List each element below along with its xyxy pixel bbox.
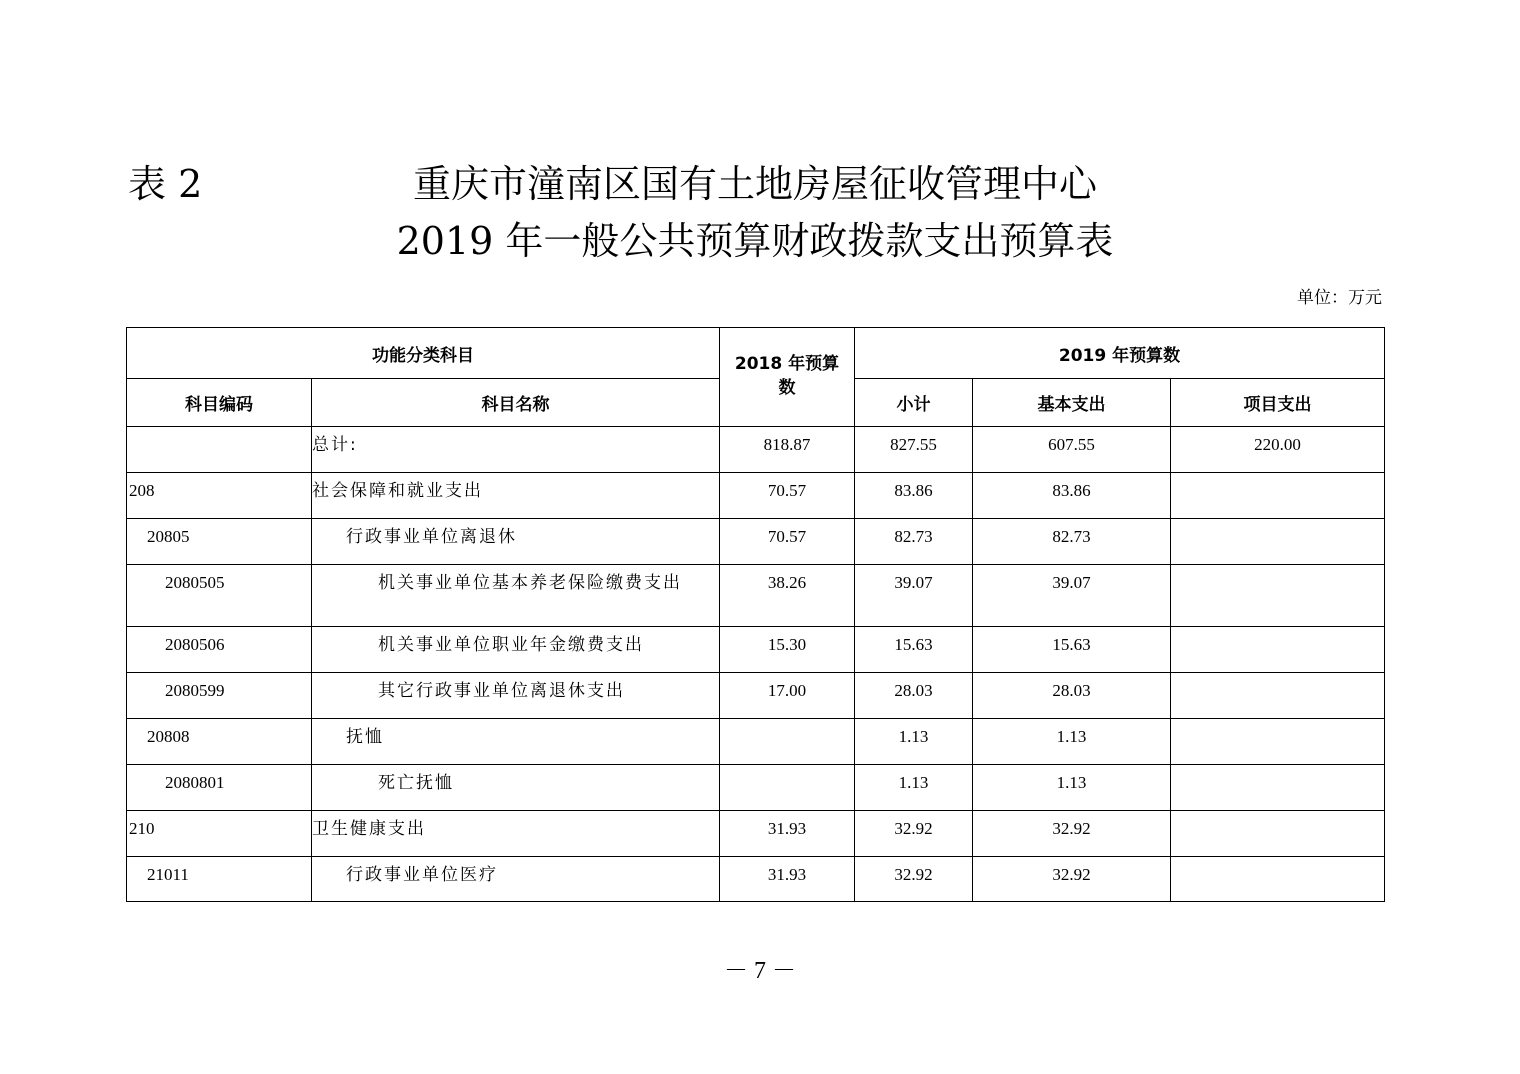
cell-name: 行政事业单位离退休 xyxy=(312,519,720,565)
table-row xyxy=(127,765,1385,811)
cell-basic: 1.13 xyxy=(973,719,1171,765)
table-row xyxy=(127,627,1385,673)
cell-basic: 32.92 xyxy=(973,857,1171,902)
table-row xyxy=(127,719,1385,765)
cell-project xyxy=(1171,627,1385,673)
cell-name: 抚恤 xyxy=(312,719,720,765)
cell-code: 2080506 xyxy=(127,627,312,673)
cell-prev-year: 15.30 xyxy=(720,627,855,673)
cell-project xyxy=(1171,473,1385,519)
header-prev-year-budget-line1: 2018 年预算 xyxy=(734,354,840,374)
header-prev-year-budget-line2: 数 xyxy=(778,378,796,398)
table-row xyxy=(127,565,1385,627)
cell-subtotal: 32.92 xyxy=(855,811,973,857)
cell-code: 2080801 xyxy=(127,765,312,811)
cell-basic: 1.13 xyxy=(973,765,1171,811)
cell-prev-year: 38.26 xyxy=(720,565,855,627)
document-subtitle: 2019 年一般公共预算财政拨款支出预算表 xyxy=(396,219,1114,263)
cell-name: 其它行政事业单位离退休支出 xyxy=(312,673,720,719)
table-body xyxy=(127,427,1385,902)
cell-project xyxy=(1171,565,1385,627)
cell-subtotal: 82.73 xyxy=(855,519,973,565)
table-row xyxy=(127,811,1385,857)
cell-project xyxy=(1171,857,1385,902)
cell-subtotal: 28.03 xyxy=(855,673,973,719)
cell-code: 2080505 xyxy=(127,565,312,627)
page-number: － 7 － xyxy=(724,958,796,984)
cell-prev-year xyxy=(720,719,855,765)
cell-name: 机关事业单位职业年金缴费支出 xyxy=(312,627,720,673)
cell-name: 社会保障和就业支出 xyxy=(312,473,720,519)
table-row xyxy=(127,673,1385,719)
cell-name: 行政事业单位医疗 xyxy=(312,857,720,902)
table-row xyxy=(127,427,1385,473)
cell-project xyxy=(1171,719,1385,765)
cell-basic: 28.03 xyxy=(973,673,1171,719)
cell-basic: 83.86 xyxy=(973,473,1171,519)
cell-subtotal: 1.13 xyxy=(855,765,973,811)
cell-project xyxy=(1171,811,1385,857)
document-title: 重庆市潼南区国有土地房屋征收管理中心 xyxy=(412,162,1097,206)
unit-label: 单位：万元 xyxy=(1297,288,1382,308)
cell-prev-year: 70.57 xyxy=(720,519,855,565)
header-code: 科目编码 xyxy=(127,379,312,427)
cell-subtotal: 32.92 xyxy=(855,857,973,902)
cell-subtotal: 827.55 xyxy=(855,427,973,473)
cell-prev-year: 31.93 xyxy=(720,811,855,857)
cell-basic: 32.92 xyxy=(973,811,1171,857)
header-project-expense: 项目支出 xyxy=(1171,379,1385,427)
cell-prev-year xyxy=(720,765,855,811)
cell-basic: 39.07 xyxy=(973,565,1171,627)
cell-project xyxy=(1171,673,1385,719)
cell-code: 20808 xyxy=(127,719,312,765)
cell-subtotal: 15.63 xyxy=(855,627,973,673)
header-subtotal: 小计 xyxy=(855,379,973,427)
cell-code: 20805 xyxy=(127,519,312,565)
cell-subtotal: 1.13 xyxy=(855,719,973,765)
cell-name: 死亡抚恤 xyxy=(312,765,720,811)
cell-code: 210 xyxy=(127,811,312,857)
header-name: 科目名称 xyxy=(312,379,720,427)
header-row-group xyxy=(127,328,1385,379)
table-row xyxy=(127,519,1385,565)
cell-subtotal: 39.07 xyxy=(855,565,973,627)
budget-table xyxy=(126,327,1385,902)
cell-basic: 15.63 xyxy=(973,627,1171,673)
header-function-category: 功能分类科目 xyxy=(127,328,720,379)
cell-name: 卫生健康支出 xyxy=(312,811,720,857)
cell-code: 2080599 xyxy=(127,673,312,719)
cell-project xyxy=(1171,519,1385,565)
header-basic-expense: 基本支出 xyxy=(973,379,1171,427)
cell-project xyxy=(1171,765,1385,811)
cell-name: 总计: xyxy=(312,427,720,473)
cell-prev-year: 17.00 xyxy=(720,673,855,719)
cell-name: 机关事业单位基本养老保险缴费支出 xyxy=(312,565,720,627)
table-label: 表 2 xyxy=(128,162,203,206)
cell-subtotal: 83.86 xyxy=(855,473,973,519)
cell-prev-year: 31.93 xyxy=(720,857,855,902)
cell-code: 21011 xyxy=(127,857,312,902)
table-row xyxy=(127,473,1385,519)
cell-prev-year: 818.87 xyxy=(720,427,855,473)
cell-basic: 607.55 xyxy=(973,427,1171,473)
cell-project: 220.00 xyxy=(1171,427,1385,473)
cell-basic: 82.73 xyxy=(973,519,1171,565)
cell-code: 208 xyxy=(127,473,312,519)
cell-code xyxy=(127,427,312,473)
table-row xyxy=(127,857,1385,902)
header-prev-year-budget xyxy=(720,328,855,427)
cell-prev-year: 70.57 xyxy=(720,473,855,519)
header-current-year-budget: 2019 年预算数 xyxy=(855,328,1385,379)
